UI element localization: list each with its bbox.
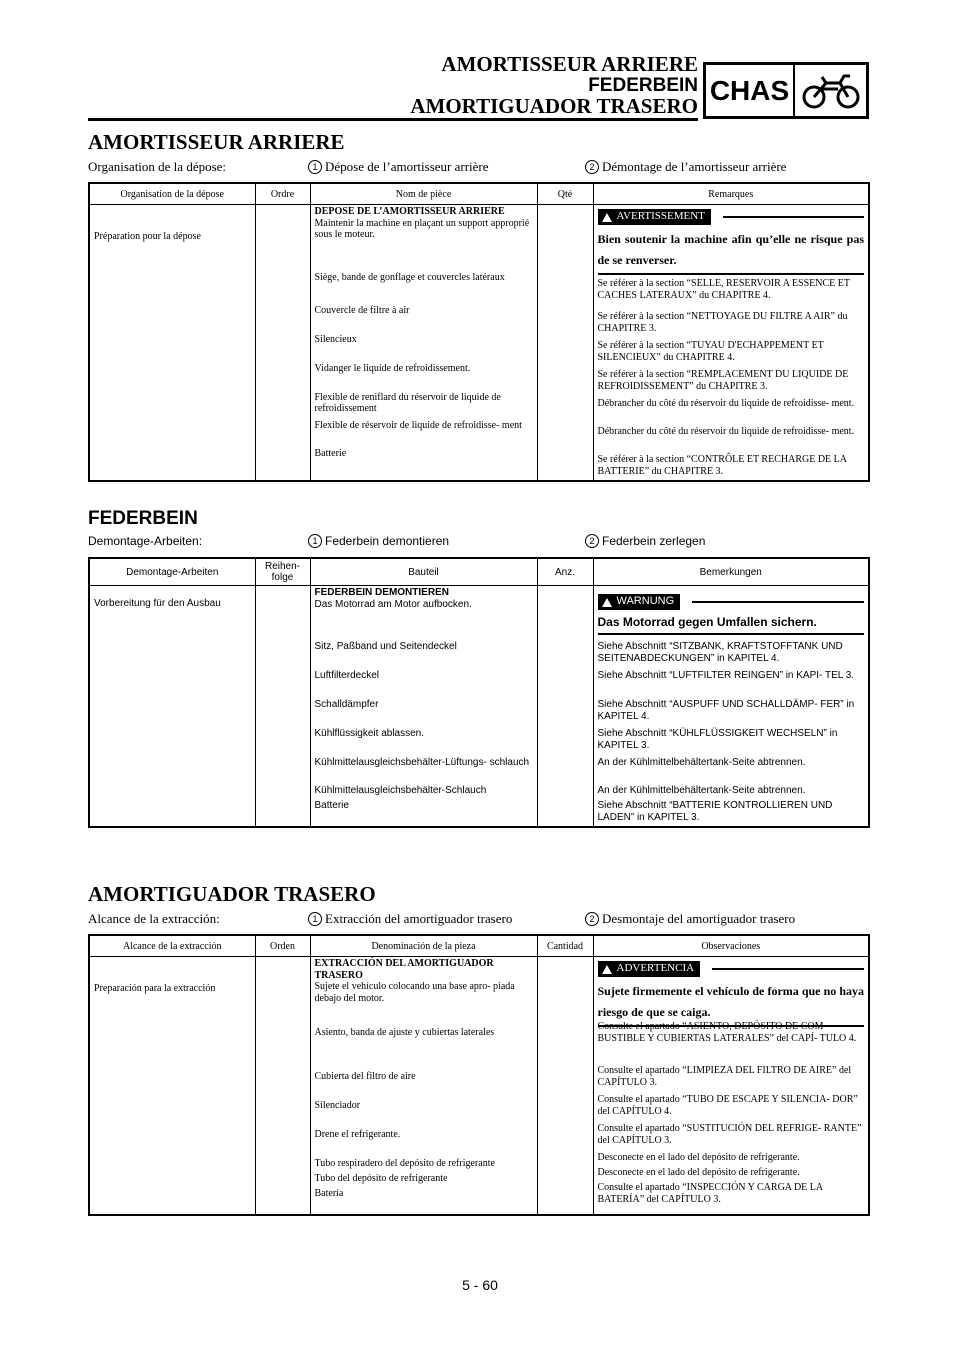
- order-cell: [255, 957, 310, 1216]
- remark-row: Siehe Abschnitt “BATTERIE KONTROLLIEREN UND LADEN” in KAPITEL 3.: [597, 800, 833, 823]
- header-title-fr: AMORTISSEUR ARRIERE: [441, 52, 698, 76]
- part-row: Flexible de réservoir de liquide de refroidisse- ment: [314, 419, 522, 431]
- warning-text: Sujete firmemente el vehículo de forma que no haya riesgo de que se caiga.: [597, 984, 864, 1019]
- column-header: Remarques: [593, 183, 869, 205]
- remark-row: Siehe Abschnitt “LUFTFILTER REINGEN” in KAPI- TEL 3.: [597, 670, 855, 681]
- remark-row: Se référer à la section “NETTOYAGE DU FILTRE A AIR” du CHAPITRE 3.: [597, 311, 848, 334]
- procedure-label: Alcance de la extracción:: [88, 911, 220, 926]
- procedure-steps-de: [88, 534, 870, 552]
- quantity-cell: [537, 205, 593, 482]
- operation-cell: [89, 957, 255, 1216]
- column-header: Anz.: [537, 558, 593, 586]
- column-header: Orden: [255, 935, 310, 957]
- step-2-text: Federbein zerlegen: [602, 534, 706, 548]
- column-header: Demontage-Arbeiten: [89, 558, 255, 586]
- section-es: [88, 882, 870, 1216]
- part-row: Silencieux: [314, 333, 357, 345]
- warning-icon: [602, 965, 612, 974]
- warning-box: [598, 209, 865, 271]
- remarks-cell: [593, 957, 869, 1216]
- remark-row: Consulte el apartado “SUSTITUCIÓN DEL REFRIGE- RANTE” del CAPÍTULO 3.: [597, 1123, 862, 1146]
- remark-row: Se référer à la section “REMPLACEMENT DU LIQUIDE DE REFROIDISSEMENT” du CHAPITRE 3.: [597, 369, 849, 392]
- header-title-es: AMORTIGUADOR TRASERO: [410, 94, 698, 118]
- step-2: [585, 911, 795, 927]
- operation-text: Preparación para la extracción: [94, 983, 216, 994]
- part-row: Vidanger le liquide de refroidissement.: [314, 362, 471, 374]
- remark-row: Se référer à la section “CONTRÔLE ET RECHARGE DE LA BATTERIE” du CHAPITRE 3.: [597, 454, 847, 477]
- part-heading: DEPOSE DE L’AMORTISSEUR ARRIERE: [314, 206, 505, 217]
- part-row: Silenciador: [314, 1100, 361, 1111]
- order-cell: [255, 586, 310, 828]
- column-header: Organisation de la dépose: [89, 183, 255, 205]
- column-header: Cantidad: [537, 935, 593, 957]
- part-heading: EXTRACCIÓN DEL AMORTIGUADOR TRASERO: [314, 958, 494, 981]
- header-title-de: FEDERBEIN: [588, 75, 698, 96]
- step-number-1: 1: [308, 912, 322, 926]
- operation-cell: [89, 205, 255, 482]
- part-row: Sitz, Paßband und Seitendeckel: [314, 640, 457, 652]
- step-1-text: Extracción del amortiguador trasero: [325, 911, 513, 926]
- remarks-cell: [593, 205, 869, 482]
- warning-icon: [602, 598, 612, 607]
- step-1: [308, 159, 489, 175]
- part-row: Batterie: [314, 799, 349, 811]
- step-number-1: 1: [308, 160, 322, 174]
- warning-icon: [602, 213, 612, 222]
- page-header-titles: [410, 54, 698, 117]
- column-header: Nom de pièce: [310, 183, 537, 205]
- warning-tag: ADVERTENCIA: [598, 961, 701, 977]
- procedure-steps-fr: [88, 159, 870, 177]
- part-row: Kühlflüssigkeit ablassen.: [314, 727, 425, 739]
- procedure-label: Organisation de la dépose:: [88, 159, 227, 174]
- column-header: Ordre: [255, 183, 310, 205]
- order-cell: [255, 205, 310, 482]
- column-header: Reihen- folge: [255, 558, 310, 586]
- remark-row: An der Kühlmittelbehältertank-Seite abtrennen.: [597, 757, 806, 768]
- operation-text: Préparation pour la dépose: [94, 231, 201, 242]
- step-2-text: Démontage de l’amortisseur arrière: [602, 159, 787, 174]
- column-header: Denominación de la pieza: [310, 935, 537, 957]
- table-header-row: [89, 183, 869, 205]
- remark-row: Débrancher du côté du réservoir du liquide de refroidisse- ment.: [597, 426, 855, 437]
- chapter-badge: [703, 62, 869, 119]
- part-row: Batterie: [314, 447, 347, 459]
- warning-tag: WARNUNG: [598, 594, 681, 610]
- part-row: Asiento, banda de ajuste y cubiertas laterales: [314, 1027, 495, 1038]
- part-row: Drene el refrigerante.: [314, 1129, 401, 1140]
- section-fr: [88, 130, 870, 482]
- operation-cell: [89, 586, 255, 828]
- remark-row: Siehe Abschnitt “AUSPUFF UND SCHALLDÄMP- FER” in KAPITEL 4.: [597, 699, 855, 722]
- parts-cell: [310, 205, 537, 482]
- procedure-table-de: [88, 557, 870, 828]
- part-row: Kühlmittelausgleichsbehälter-Lüftungs- schlauch: [314, 756, 530, 768]
- remark-row: Consulte el apartado “LIMPIEZA DEL FILTRO DE AIRE” del CAPÍTULO 3.: [597, 1065, 852, 1088]
- part-row: Maintenir la machine en plaçant un support approprié sous le moteur.: [314, 217, 530, 240]
- part-heading: FEDERBEIN DEMONTIEREN: [314, 587, 449, 598]
- section-title-fr: AMORTISSEUR ARRIERE: [88, 130, 345, 154]
- remark-row: An der Kühlmittelbehältertank-Seite abtrennen.: [597, 785, 806, 796]
- motorcycle-icon: [795, 65, 866, 116]
- warning-tag: AVERTISSEMENT: [598, 209, 711, 225]
- remark-row: Desconecte en el lado del depósito de refrigerante.: [597, 1167, 800, 1178]
- step-1: [308, 911, 512, 927]
- part-row: Couvercle de filtre à air: [314, 304, 410, 316]
- step-number-2: 2: [585, 534, 599, 548]
- quantity-cell: [537, 586, 593, 828]
- part-row: Schalldämpfer: [314, 698, 379, 710]
- part-row: Sujete el vehículo colocando una base apro- piada debajo del motor.: [314, 981, 515, 1004]
- column-header: Alcance de la extracción: [89, 935, 255, 957]
- step-2-text: Desmontaje del amortiguador trasero: [602, 911, 796, 926]
- part-row: Cubierta del filtro de aire: [314, 1071, 416, 1082]
- section-de: [88, 508, 870, 828]
- part-row: Batería: [314, 1188, 344, 1199]
- column-header: Bemerkungen: [593, 558, 869, 586]
- warning-text: Das Motorrad gegen Umfallen sichern.: [597, 615, 817, 629]
- step-number-2: 2: [585, 912, 599, 926]
- part-row: Siège, bande de gonflage et couvercles latéraux: [314, 271, 505, 283]
- part-row: Tubo del depósito de refrigerante: [314, 1173, 448, 1184]
- step-2: [585, 534, 705, 548]
- remark-row: Consulte el apartado “INSPECCIÓN Y CARGA DE LA BATERÍA” del CAPÍTULO 3.: [597, 1182, 823, 1205]
- remark-row: Débrancher du côté du réservoir du liquide de refroidisse- ment.: [597, 398, 855, 409]
- step-1: [308, 534, 449, 548]
- remark-row: Consulte el apartado “TUBO DE ESCAPE Y SILENCIA- DOR” del CAPÍTULO 4.: [597, 1094, 858, 1117]
- parts-cell: [310, 957, 537, 1216]
- remark-row: Siehe Abschnitt “SITZBANK, KRAFTSTOFFTANK UND SEITENABDECKUNGEN” in KAPITEL 4.: [597, 641, 843, 664]
- table-row: [89, 586, 869, 828]
- step-number-1: 1: [308, 534, 322, 548]
- part-row: Tubo respiradero del depósito de refrigerante: [314, 1158, 495, 1169]
- warning-box: [598, 961, 865, 1017]
- remark-row: Desconecte en el lado del depósito de refrigerante.: [597, 1152, 800, 1163]
- step-number-2: 2: [585, 160, 599, 174]
- table-row: [89, 205, 869, 482]
- page-number: 5 - 60: [462, 1277, 498, 1293]
- remarks-cell: [593, 586, 869, 828]
- step-2: [585, 159, 786, 175]
- column-header: Bauteil: [310, 558, 537, 586]
- part-row: Luftfilterdeckel: [314, 669, 379, 681]
- step-1-text: Dépose de l’amortisseur arrière: [325, 159, 489, 174]
- part-row: Flexible de reniflard du réservoir de liquide de refroidissement: [314, 391, 501, 414]
- step-1-text: Federbein demontieren: [325, 534, 450, 548]
- section-title-es: AMORTIGUADOR TRASERO: [88, 882, 376, 906]
- column-header: Observaciones: [593, 935, 869, 957]
- part-row: Kühlmittelausgleichsbehälter-Schlauch: [314, 784, 487, 796]
- quantity-cell: [537, 957, 593, 1216]
- procedure-steps-es: [88, 911, 870, 929]
- parts-cell: [310, 586, 537, 828]
- procedure-label: Demontage-Arbeiten:: [88, 534, 203, 548]
- warning-box: [598, 594, 865, 636]
- remark-row: Consulte el apartado “ASIENTO, DEPÓSITO DE COM- BUSTIBLE Y CUBIERTAS LATERALES” del CAPÍ- TULO 4.: [597, 1021, 857, 1044]
- remark-row: Siehe Abschnitt “KÜHLFLÜSSIGKEIT WECHSELN” in KAPITEL 3.: [597, 728, 838, 751]
- procedure-table-es: [88, 934, 870, 1216]
- section-title-de: FEDERBEIN: [88, 508, 198, 529]
- warning-text: Bien soutenir la machine afin qu’elle ne risque pas de se renverser.: [597, 232, 864, 267]
- procedure-table-fr: [88, 182, 870, 482]
- remark-row: Se référer à la section “TUYAU D'ECHAPPEMENT ET SILENCIEUX” du CHAPITRE 4.: [597, 340, 824, 363]
- chapter-badge-label: CHAS: [706, 65, 795, 116]
- remark-row: Se référer à la section “SELLE, RESERVOIR A ESSENCE ET CACHES LATERAUX” du CHAPITRE 4.: [597, 278, 850, 301]
- header-rule: [88, 118, 698, 121]
- table-header-row: [89, 558, 869, 586]
- part-row: Das Motorrad am Motor aufbocken.: [314, 598, 472, 610]
- column-header: Qté: [537, 183, 593, 205]
- table-row: [89, 957, 869, 1216]
- table-header-row: [89, 935, 869, 957]
- operation-text: Vorbereitung für den Ausbau: [94, 598, 221, 609]
